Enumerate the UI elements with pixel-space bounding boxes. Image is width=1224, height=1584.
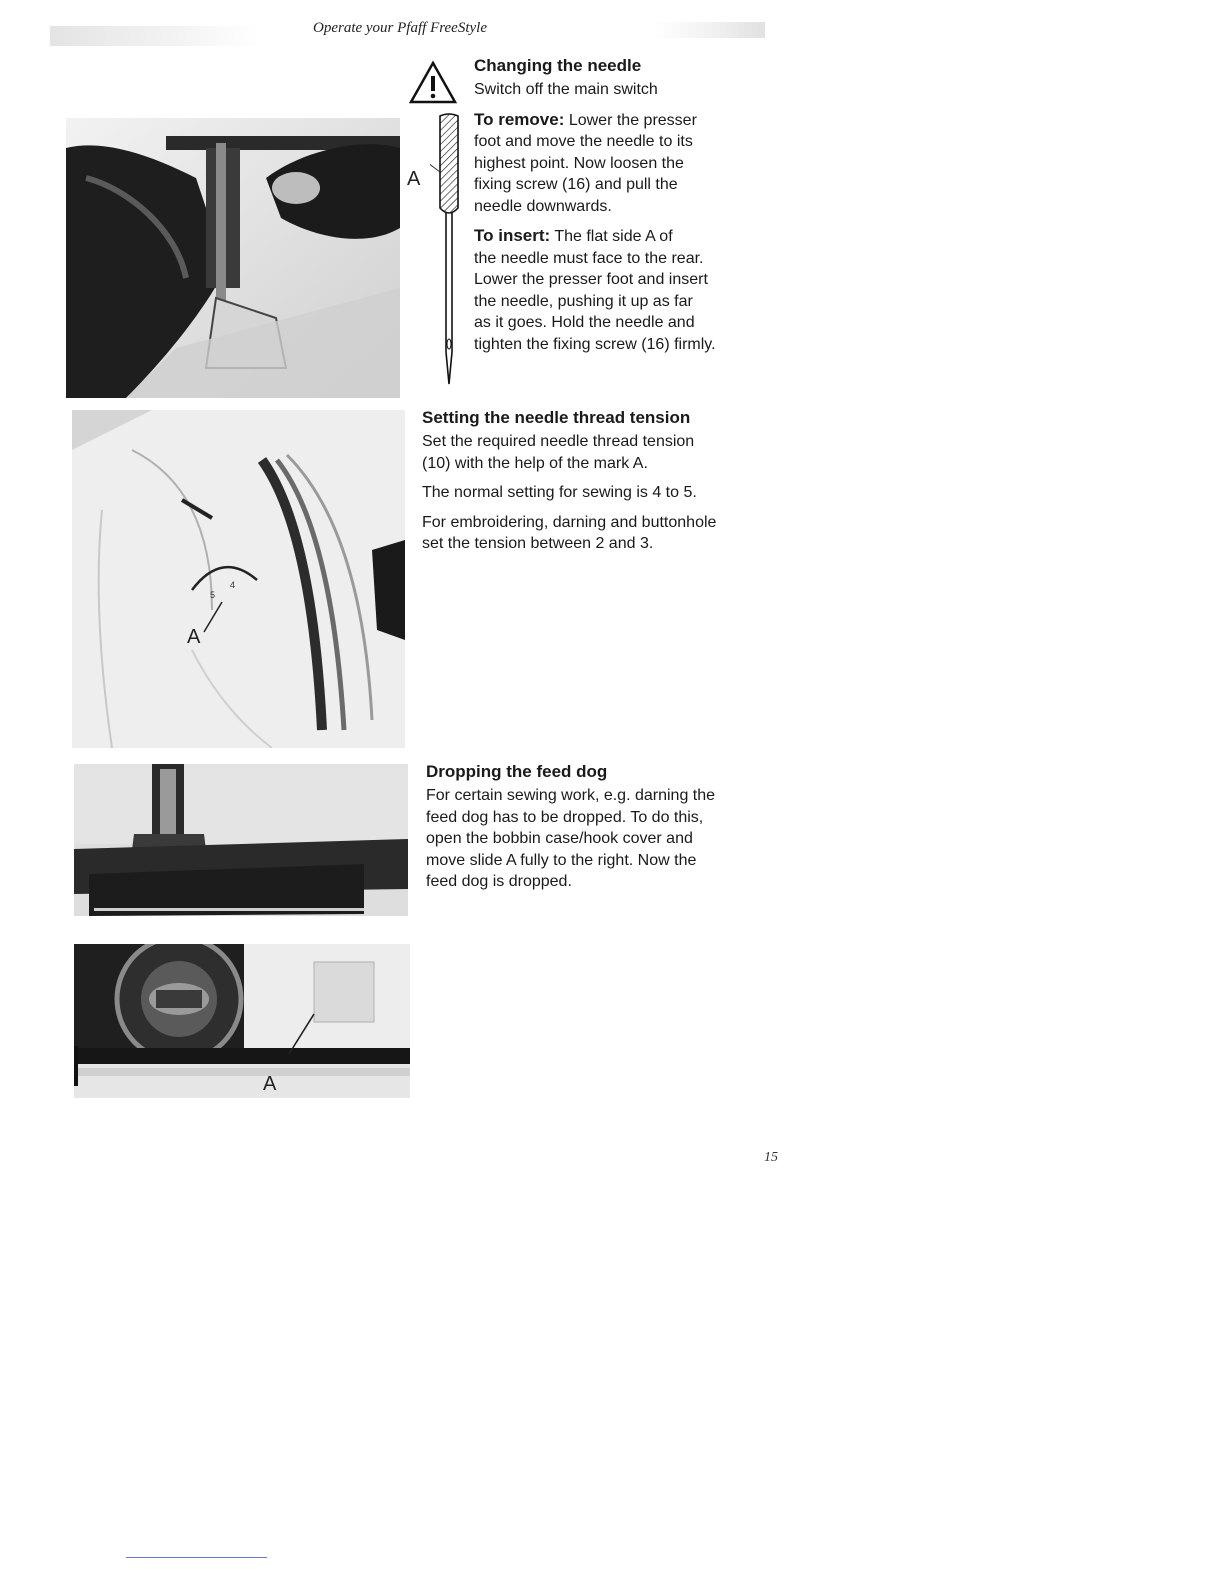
footer-rule <box>126 1557 267 1558</box>
remove-line: Lower the presser <box>568 111 697 129</box>
tension-embroidery-setting <box>422 512 772 555</box>
svg-text:5: 5 <box>210 590 216 600</box>
header-scan-artifact-left <box>50 26 260 46</box>
section-title-thread-tension: Setting the needle thread tension <box>422 408 691 427</box>
section-title-feed-dog: Dropping the feed dog <box>426 762 608 781</box>
insert-line: Lower the presser foot and insert <box>474 271 708 288</box>
remove-line: highest point. Now loosen the <box>474 154 684 172</box>
insert-line: The flat side A of <box>554 228 673 245</box>
insert-instructions <box>474 225 764 355</box>
tension-normal-setting: The normal setting for sewing is 4 to 5. <box>422 484 697 501</box>
warning-triangle-icon <box>408 60 458 105</box>
tension-line: Set the required needle thread tension <box>422 433 695 450</box>
running-header: Operate your Pfaff FreeStyle <box>313 20 487 36</box>
insert-line: the needle must face to the rear. <box>474 249 704 267</box>
tension-mark-a: A <box>187 626 201 648</box>
needle-diagram-icon <box>430 112 464 387</box>
remove-instructions <box>474 109 764 218</box>
remove-label: To remove: <box>474 109 565 129</box>
remove-line: fixing screw (16) and pull the <box>474 176 678 193</box>
insert-line: the needle, pushing it up as far <box>474 292 693 310</box>
needle-flat-side-marker: A <box>407 168 421 190</box>
photo-changing-needle <box>66 118 400 398</box>
feed-dog-line: open the bobbin case/hook cover and <box>426 830 693 847</box>
insert-line: as it goes. Hold the needle and <box>474 314 695 331</box>
header-scan-artifact-right <box>655 22 765 38</box>
photo-bobbin-slide <box>74 944 410 1098</box>
tension-line: (10) with the help of the mark A. <box>422 454 648 472</box>
remove-line: needle downwards. <box>474 197 612 215</box>
section-feed-dog <box>426 762 776 893</box>
insert-label: To insert: <box>474 226 551 245</box>
feed-dog-paragraph <box>426 785 776 893</box>
feed-dog-line: feed dog has to be dropped. To do this, <box>426 808 704 826</box>
feed-dog-line: move slide A fully to the right. Now the <box>426 851 697 869</box>
section-changing-needle <box>474 56 764 355</box>
insert-line: tighten the fixing screw (16) firmly. <box>474 335 716 353</box>
warning-text: Switch off the main switch <box>474 81 658 98</box>
photo-thread-tension <box>72 410 405 748</box>
tension-line: For embroidering, darning and buttonhole <box>422 513 717 531</box>
tension-line: set the tension between 2 and 3. <box>422 535 654 552</box>
feed-dog-line: For certain sewing work, e.g. darning the <box>426 787 716 804</box>
photo-presser-foot <box>74 764 408 916</box>
tension-paragraph <box>422 431 772 474</box>
page-number: 15 <box>764 1150 778 1165</box>
remove-line: foot and move the needle to its <box>474 133 693 150</box>
slide-a-marker: A <box>263 1073 277 1095</box>
section-thread-tension <box>422 408 772 555</box>
feed-dog-line: feed dog is dropped. <box>426 873 572 890</box>
svg-text:4: 4 <box>230 580 236 590</box>
section-title-changing-needle: Changing the needle <box>474 56 642 75</box>
